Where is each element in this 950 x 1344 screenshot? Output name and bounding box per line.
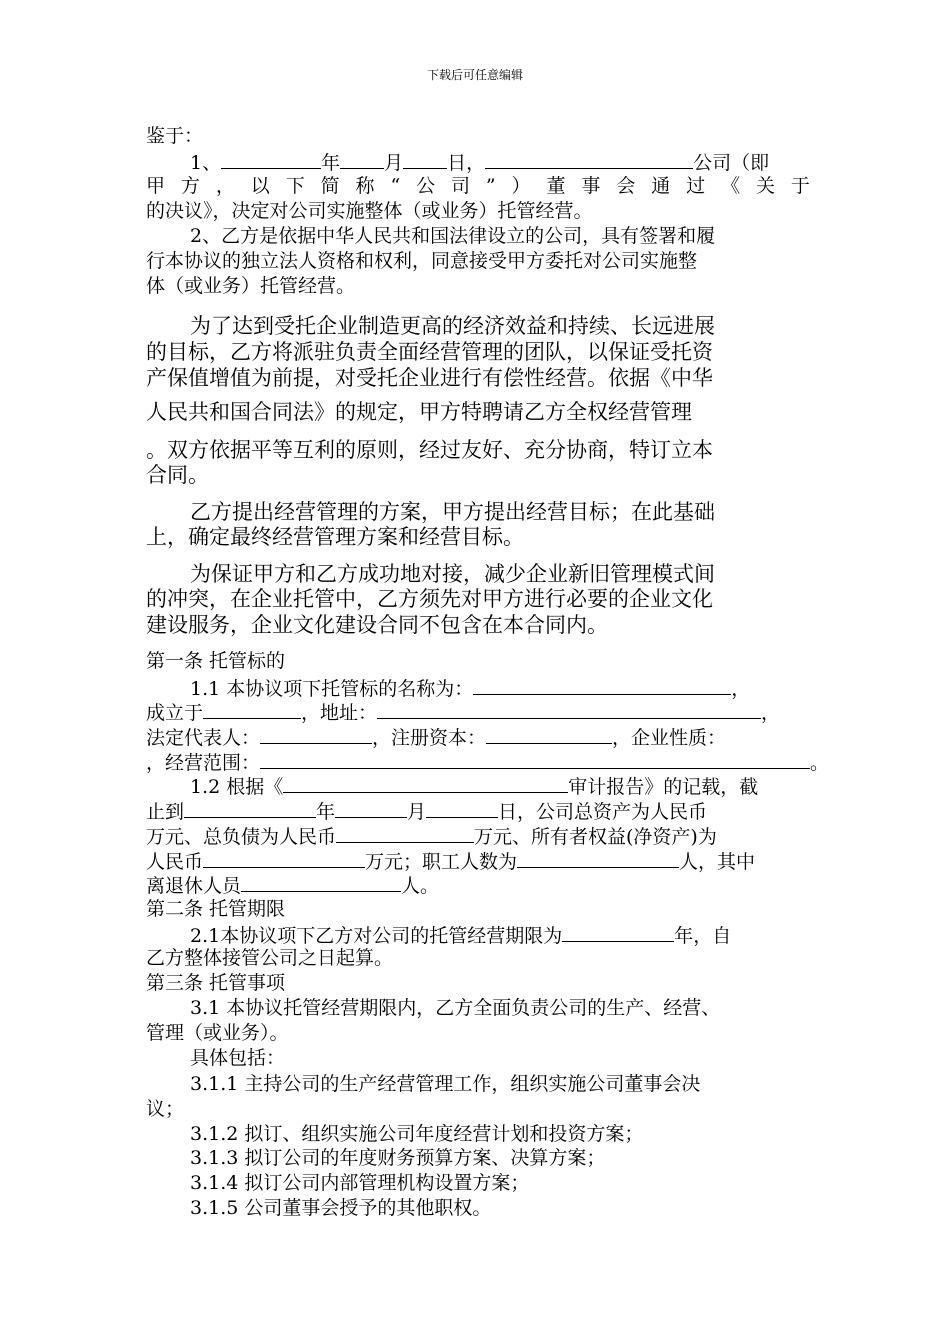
purpose-p3-line2: 的冲突，在企业托管中，乙方须先对甲方进行必要的企业文化: [146, 587, 713, 611]
company-label: 公司（即: [693, 152, 770, 174]
article1-liability-line: [146, 823, 717, 849]
article3-c313: 3.1.3 拟订公司的年度财务预算方案、决算方案；: [190, 1147, 606, 1169]
legal-rep-label: 法定代表人：: [146, 727, 261, 749]
justified-glyph: “: [390, 175, 401, 197]
blank-audit-report: [283, 773, 568, 793]
justified-glyph: 方: [180, 175, 200, 197]
article1-scope-line: [146, 749, 829, 775]
article3-title: 第三条 托管事项: [146, 972, 286, 994]
blank-company: [485, 149, 693, 169]
month-label: 月: [384, 152, 404, 174]
article1-asof-line: [146, 798, 707, 824]
year-label: 年: [321, 152, 341, 174]
justified-glyph: 下: [285, 175, 305, 197]
item1-number: 1、: [190, 152, 222, 174]
justified-glyph: 关: [756, 175, 776, 197]
comma: ，: [731, 678, 751, 700]
intro-item2-line1: 2、乙方是依据中华人民共和国法律设立的公司，具有签署和履: [190, 225, 716, 247]
purpose-p2-line1: 乙方提出经营管理的方案，甲方提出经营目标；在此基础: [190, 500, 715, 524]
justified-glyph: ）: [511, 175, 531, 197]
article1-c11: [190, 675, 750, 701]
article3-c314: 3.1.4 拟订公司内部管理机构设置方案；: [190, 1172, 530, 1194]
article2-c21-line2: 乙方整体接管公司之日起算。: [146, 947, 394, 969]
period: 。: [810, 752, 830, 774]
article3-c312: 3.1.2 拟订、组织实施公司年度经营计划和投资方案；: [190, 1123, 644, 1145]
page-header: 下载后可任意编辑: [426, 68, 523, 82]
justified-glyph: 甲: [146, 175, 166, 197]
justified-glyph: 于: [790, 175, 810, 197]
article2-title: 第二条 托管期限: [146, 898, 286, 920]
person-end-label: 人。: [401, 875, 440, 897]
justified-glyph: 会: [616, 175, 636, 197]
year-label: 年: [316, 801, 336, 823]
article1-retired-line: [146, 872, 439, 898]
staff-label: 万元；职工人数为: [365, 851, 518, 873]
purpose-p1-line1: 为了达到受托企业制造更高的经济效益和持续、长远进展: [190, 314, 715, 338]
intro-item2-line2: 行本协议的独立法人资格和权利，同意接受甲方委托对公司实施整: [146, 250, 698, 272]
staff-end-label: 人，其中: [679, 851, 756, 873]
blank-founded: [203, 699, 301, 719]
c12-label: 1.2 根据《: [190, 776, 284, 798]
as-of-label: 止到: [146, 801, 185, 823]
blank-term-years: [562, 922, 674, 942]
purpose-p1-line4: 人民共和国合同法》的规定，甲方特聘请乙方全权经营管理: [146, 400, 692, 424]
blank-asof-year: [184, 798, 316, 818]
article3-c315: 3.1.5 公司董事会授予的其他职权。: [190, 1197, 492, 1219]
justified-glyph: 公: [416, 175, 436, 197]
justified-glyph: 《: [721, 175, 741, 197]
intro-item2-line3: 体（或业务）托管经营。: [146, 275, 356, 297]
rmb-label: 人民币: [146, 851, 204, 873]
justified-glyph: 以: [250, 175, 270, 197]
scope-label: ，经营范围：: [146, 752, 261, 774]
intro-item1-line3: 的决议》，决定对公司实施整体（或业务）托管经营。: [146, 200, 593, 222]
article3-c31-line2: 管理（或业务）。: [146, 1022, 289, 1044]
purpose-p1-line5: 。双方依据平等互利的原则，经过友好、充分协商，特订立本: [146, 438, 713, 462]
article3-c311-line2: 议；: [146, 1098, 185, 1120]
intro-heading: 鉴于：: [146, 125, 204, 147]
blank-month: [340, 149, 384, 169]
blank-legal-rep: [260, 724, 372, 744]
justified-glyph: 通: [651, 175, 671, 197]
justified-glyph: ，: [215, 175, 235, 197]
article3-include: 具体包括：: [190, 1047, 286, 1069]
blank-equity: [203, 848, 365, 868]
article1-rmb-line: [146, 848, 755, 874]
month-label: 月: [407, 801, 427, 823]
blank-day: [403, 149, 447, 169]
retired-label: 离退休人员: [146, 875, 242, 897]
article2-c21: [190, 922, 731, 948]
article1-c12: [190, 773, 758, 799]
purpose-p3-line3: 建设服务，企业文化建设合同不包含在本合同内。: [146, 613, 608, 637]
c21-end-label: 年，自: [674, 925, 732, 947]
justified-glyph: 董: [546, 175, 566, 197]
nature-label: ，企业性质：: [612, 727, 727, 749]
blank-asof-month: [335, 798, 407, 818]
purpose-p1-line3: 产保值增值为前提，对受托企业进行有偿性经营。依据《中华: [146, 366, 713, 390]
c12-audit-text: 审计报告》的记载，截: [568, 776, 759, 798]
article3-c31-line1: 3.1 本协议托管经营期限内，乙方全面负责公司的生产、经营、: [190, 997, 721, 1019]
justified-glyph: 简: [320, 175, 340, 197]
day-label: 日，公司总资产为人民币: [498, 801, 708, 823]
blank-entrust-name: [473, 675, 731, 695]
c21-label: 2.1本协议项下乙方对公司的托管经营期限为: [190, 925, 563, 947]
equity-label: 万元、所有者权益(净资产)为: [474, 826, 717, 848]
justified-glyph: 称: [355, 175, 375, 197]
blank-liability: [336, 823, 474, 843]
blank-retired: [241, 872, 401, 892]
day-label: 日，: [447, 152, 486, 174]
justified-glyph: 司: [451, 175, 471, 197]
blank-reg-capital: [486, 724, 612, 744]
c11-label: 1.1 本协议项下托管标的名称为：: [190, 678, 474, 700]
purpose-p1-line2: 的目标，乙方将派驻负责全面经营管理的团队，以保证受托资: [146, 340, 713, 364]
purpose-p2-line2: 上，确定最终经营管理方案和经营目标。: [146, 525, 524, 549]
reg-capital-label: ，注册资本：: [372, 727, 487, 749]
intro-item1-line1: [190, 149, 769, 175]
justified-glyph: 事: [581, 175, 601, 197]
article1-title: 第一条 托管标的: [146, 650, 286, 672]
blank-address: [377, 699, 761, 719]
purpose-p3-line1: 为保证甲方和乙方成功地对接，减少企业新旧管理模式间: [190, 562, 715, 586]
blank-staff: [517, 848, 679, 868]
article1-founded-line: [146, 699, 780, 725]
blank-scope: [260, 749, 810, 769]
intro-item1-line2: [146, 174, 810, 198]
blank-asof-day: [426, 798, 498, 818]
blank-year: [221, 149, 321, 169]
article1-legal-line: [146, 724, 726, 750]
founded-label: 成立于: [146, 702, 204, 724]
article3-c311-line1: 3.1.1 主持公司的生产经营管理工作，组织实施公司董事会决: [190, 1073, 701, 1095]
justified-glyph: 过: [686, 175, 706, 197]
justified-glyph: ”: [485, 175, 496, 197]
purpose-p1-line6: 合同。: [146, 463, 209, 487]
liability-label: 万元、总负债为人民币: [146, 826, 337, 848]
comma: ，: [761, 702, 781, 724]
address-label: ，地址：: [301, 702, 378, 724]
